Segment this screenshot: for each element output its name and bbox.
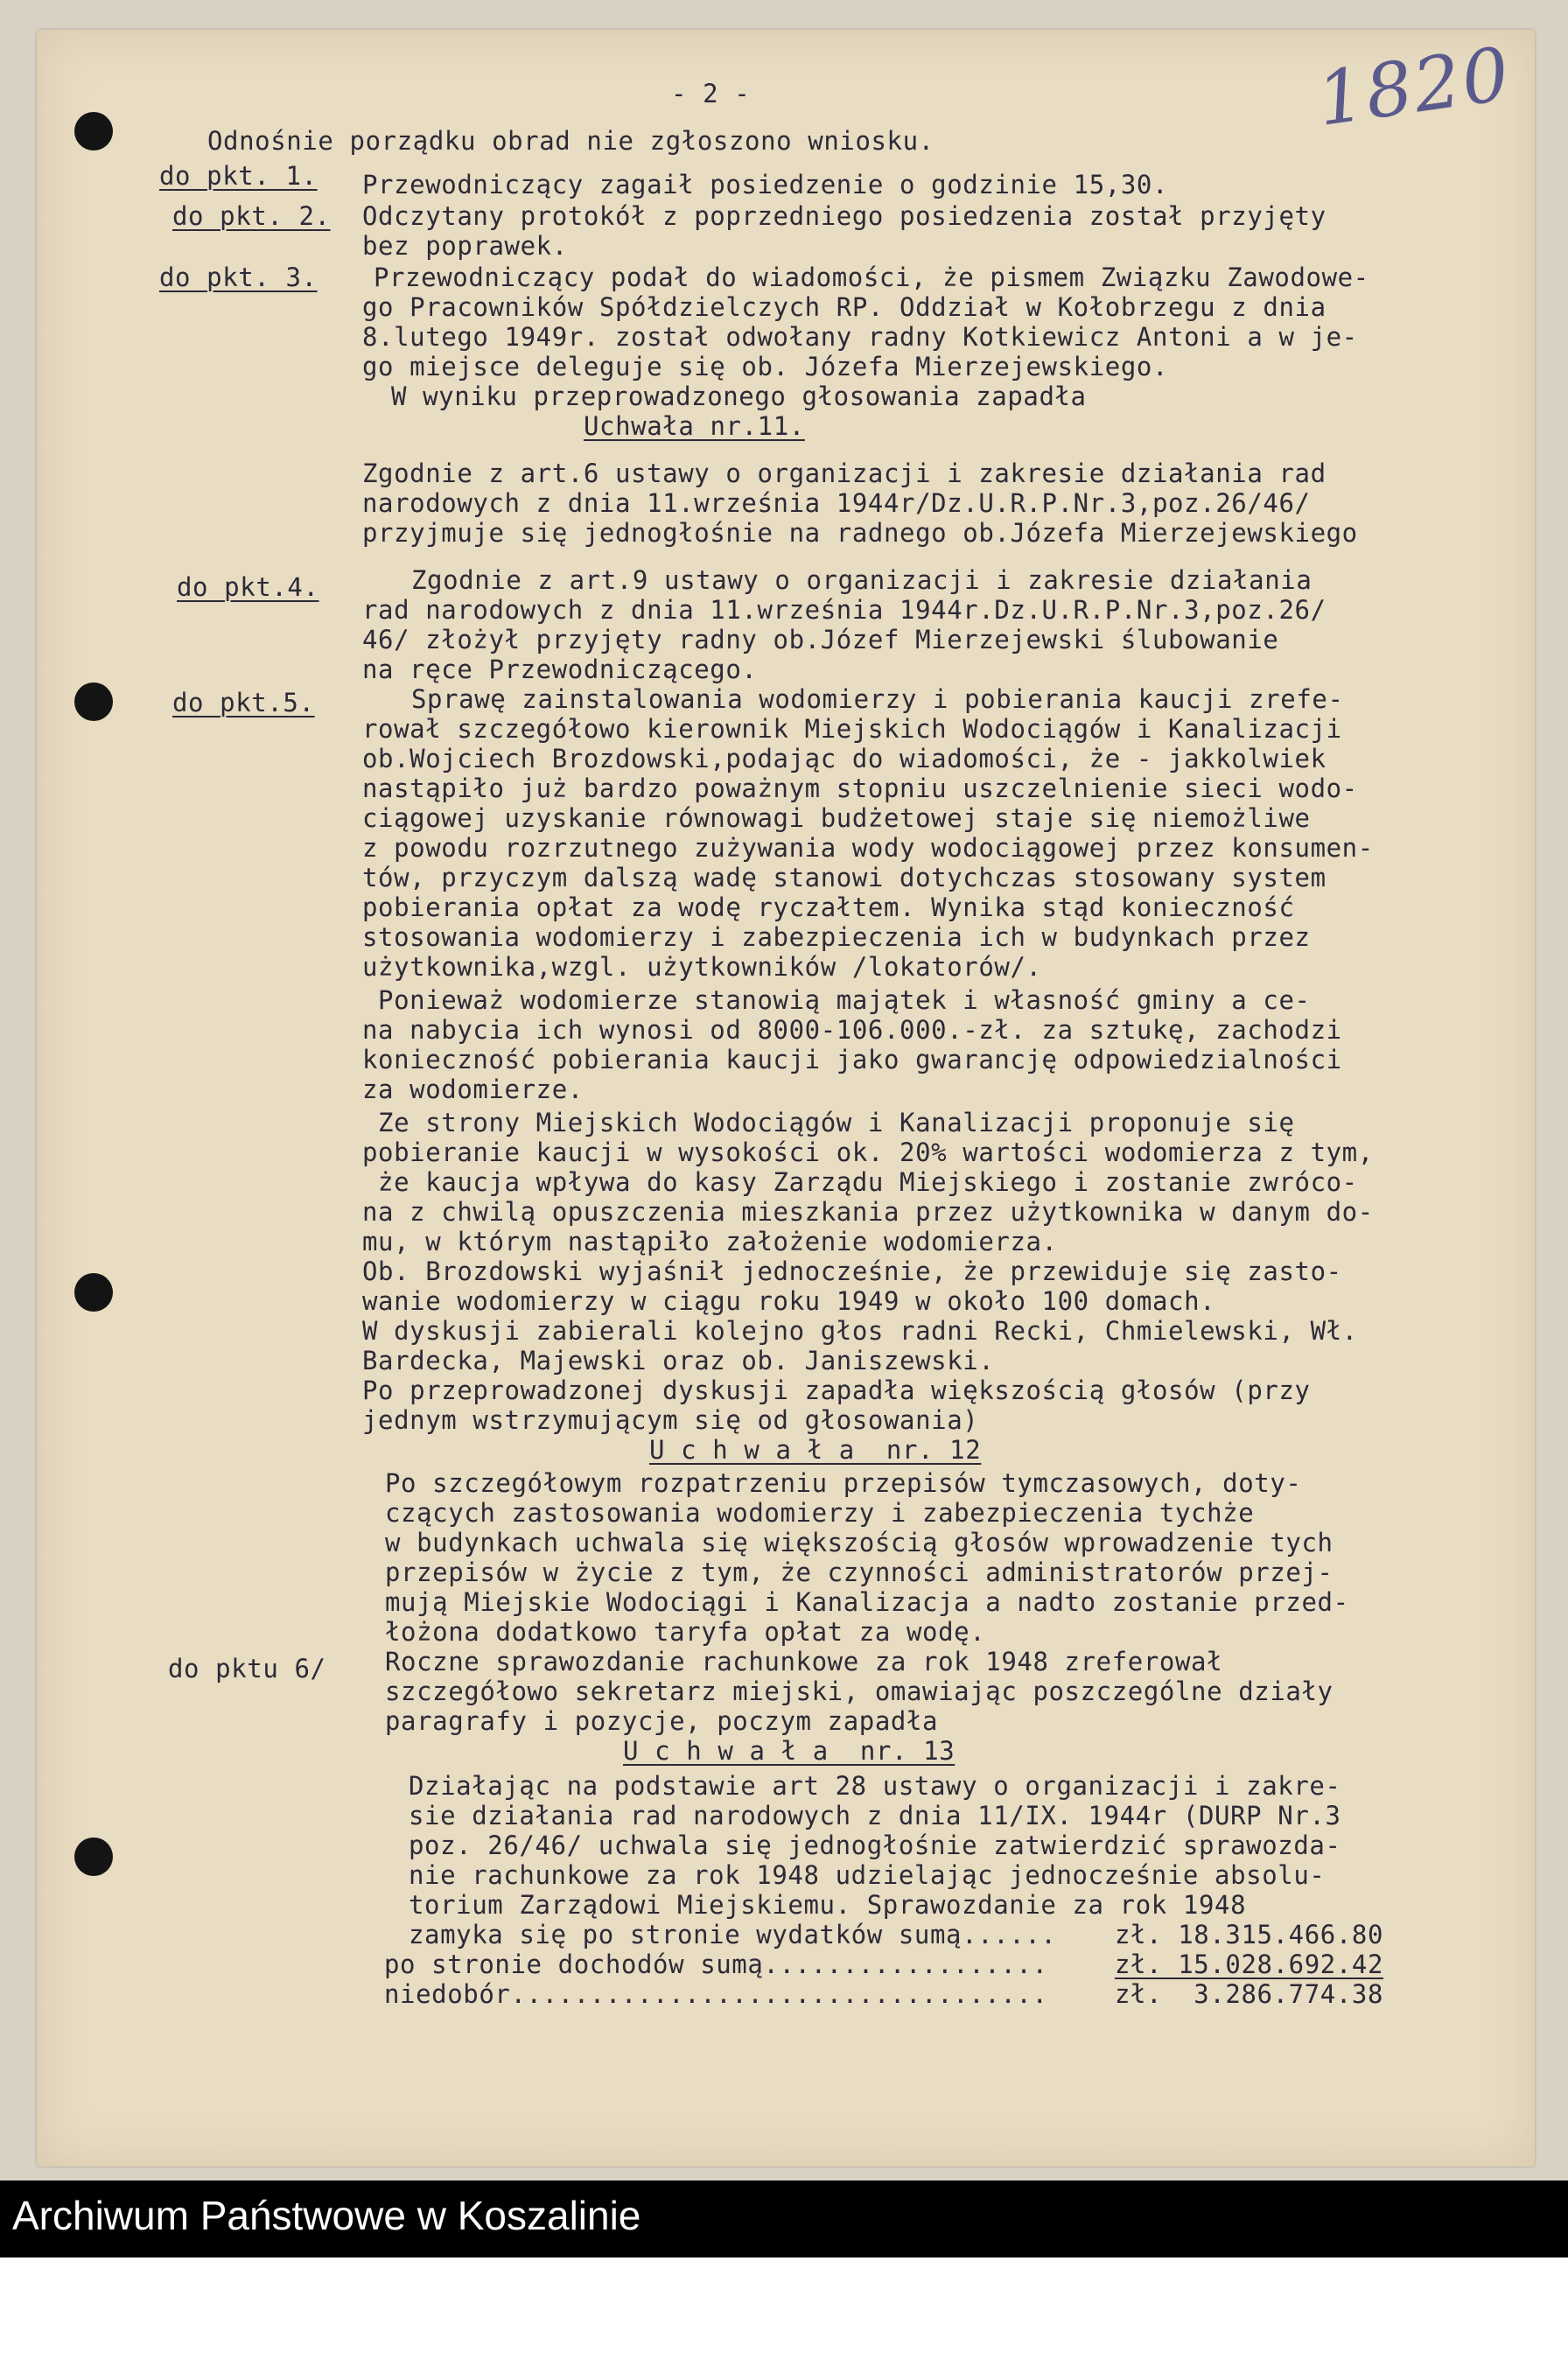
resolution-heading: U c h w a ł a nr. 13	[623, 1736, 956, 1766]
item-label: do pkt. 3.	[159, 262, 318, 292]
text-line: tów, przyczym dalszą wadę stanowi dotychczas stosowany system	[362, 863, 1326, 892]
text-line: Przewodniczący zagaił posiedzenie o godzinie 15,30.	[362, 170, 1169, 200]
text-line: Roczne sprawozdanie rachunkowe za rok 1948 zreferował	[385, 1647, 1223, 1676]
text-line: że kaucja wpływa do kasy Zarządu Miejskiego i zostanie zwróco-	[362, 1167, 1358, 1197]
text-line: ciągowej uzyskanie równowagi budżetowej staje się niemożliwe	[362, 803, 1311, 833]
text-line: na nabycia ich wynosi od 8000-106.000.-zł. za sztukę, zachodzi	[362, 1015, 1342, 1045]
text-line: Zgodnie z art.6 ustawy o organizacji i zakresie działania rad	[362, 458, 1326, 488]
text-line: na ręce Przewodniczącego.	[362, 654, 758, 684]
text-line: za wodomierze.	[362, 1074, 584, 1104]
text-line: Odczytany protokół z poprzedniego posiedzenia został przyjęty	[362, 201, 1326, 231]
text-line: go Pracowników Spółdzielczych RP. Oddział w Kołobrzegu z dnia	[362, 292, 1326, 322]
text-line: konieczność pobierania kaucji jako gwarancję odpowiedzialności	[362, 1045, 1342, 1074]
text-line: bez poprawek.	[362, 231, 568, 261]
text-line: nie rachunkowe za rok 1948 udzielając jednocześnie absolu-	[409, 1860, 1326, 1890]
text-line: 8.lutego 1949r. został odwołany radny Kotkiewicz Antoni a w je-	[362, 322, 1358, 352]
resolution-heading: Uchwała nr.11.	[584, 411, 805, 441]
text-line: jednym wstrzymującym się od głosowania)	[362, 1405, 979, 1435]
text-line: z powodu rozrzutnego zużywania wody wodociągowej przez konsumen-	[362, 833, 1374, 863]
text-line: rad narodowych z dnia 11.września 1944r.Dz.U.R.P.Nr.3,poz.26/	[362, 595, 1326, 625]
text-line: Ze strony Miejskich Wodociągów i Kanalizacji proponuje się	[362, 1108, 1295, 1138]
text-line: na z chwilą opuszczenia mieszkania przez użytkownika w danym do-	[362, 1197, 1374, 1227]
text-line: przepisów w życie z tym, że czynności administratorów przej-	[385, 1558, 1334, 1587]
text-line: mu, w którym nastąpiło założenie wodomierza.	[362, 1227, 1058, 1256]
text-line: torium Zarządowi Miejskiemu. Sprawozdanie za rok 1948	[409, 1890, 1247, 1920]
text-line: Ponieważ wodomierze stanowią majątek i własność gminy a ce-	[362, 985, 1311, 1015]
text-line: stosowania wodomierzy i zabezpieczenia ich w budynkach przez	[362, 922, 1311, 952]
text-line: 46/ złożył przyjęty radny ob.Józef Mierzejewski ślubowanie	[362, 625, 1279, 654]
text-line: wanie wodomierzy w ciągu roku 1949 w około 100 domach.	[362, 1286, 1216, 1316]
text-line: ob.Wojciech Brozdowski,podając do wiadomości, że - jakkolwiek	[362, 744, 1326, 774]
text-line: mują Miejskie Wodociągi i Kanalizacja a nadto zostanie przed-	[385, 1587, 1349, 1617]
text-line: narodowych z dnia 11.września 1944r/Dz.U.R.P.Nr.3,poz.26/46/	[362, 488, 1311, 518]
typed-text	[37, 30, 1535, 2166]
text-line: szczegółowo sekretarz miejski, omawiając poszczególne działy	[385, 1676, 1334, 1706]
item-label: do pktu 6/	[168, 1654, 326, 1684]
total-amount: zł. 15.028.692.42	[1115, 1950, 1384, 1979]
item-label: do pkt.4.	[177, 572, 319, 602]
total-label: niedobór..................................	[384, 1979, 1048, 2009]
total-amount: zł. 3.286.774.38	[1115, 1979, 1384, 2009]
text-line: pobieranie kaucji w wysokości ok. 20% wartości wodomierza z tym,	[362, 1138, 1374, 1167]
text-line: Działając na podstawie art 28 ustawy o organizacji i zakre-	[409, 1771, 1341, 1801]
opening-line: Odnośnie porządku obrad nie zgłoszono wniosku.	[207, 126, 934, 156]
text-line: Przewodniczący podał do wiadomości, że pismem Związku Zawodowe-	[374, 262, 1369, 292]
text-line: go miejsce deleguje się ob. Józefa Mierzejewskiego.	[362, 352, 1169, 382]
text-line: Bardecka, Majewski oraz ob. Janiszewski.	[362, 1346, 995, 1376]
text-line: Po przeprowadzonej dyskusji zapadła większością głosów (przy	[362, 1376, 1311, 1405]
handwritten-page-number: 1820	[1312, 31, 1516, 143]
text-line: sie działania rad narodowych z dnia 11/IX. 1944r (DURP Nr.3	[409, 1801, 1341, 1830]
total-label: po stronie dochodów sumą..................	[384, 1950, 1048, 1979]
text-line: W wyniku przeprowadzonego głosowania zapadła	[391, 382, 1087, 411]
text-line: rował szczegółowo kierownik Miejskich Wodociągów i Kanalizacji	[362, 714, 1342, 744]
text-line: w budynkach uchwala się większością głosów wprowadzenie tych	[385, 1528, 1334, 1558]
text-line: W dyskusji zabierali kolejno głos radni Recki, Chmielewski, Wł.	[362, 1316, 1358, 1346]
text-line: pobierania opłat za wodę ryczałtem. Wynika stąd konieczność	[362, 892, 1295, 922]
text-line: przyjmuje się jednogłośnie na radnego ob.Józefa Mierzejewskiego	[362, 518, 1358, 548]
archive-caption: Archiwum Państwowe w Koszalinie	[12, 2193, 641, 2238]
text-line: poz. 26/46/ uchwala się jednogłośnie zatwierdzić sprawozda-	[409, 1830, 1341, 1860]
total-amount: zł. 18.315.466.80	[1115, 1920, 1384, 1950]
resolution-heading: U c h w a ł a nr. 12	[649, 1435, 982, 1465]
text-line: nastąpiło już bardzo poważnym stopniu uszczelnienie sieci wodo-	[362, 774, 1358, 803]
text-line: paragrafy i pozycje, poczym zapadła	[385, 1706, 939, 1736]
text-line: łożona dodatkowo taryfa opłat za wodę.	[385, 1617, 986, 1647]
page-number: - 2 -	[671, 79, 751, 108]
item-label: do pkt. 1.	[159, 161, 318, 191]
text-line: Sprawę zainstalowania wodomierzy i pobierania kaucji zrefe-	[411, 684, 1344, 714]
text-line: czących zastosowania wodomierzy i zabezpieczenia tychże	[385, 1498, 1255, 1528]
text-line: Ob. Brozdowski wyjaśnił jednocześnie, że przewiduje się zasto-	[362, 1256, 1342, 1286]
text-line: Po szczegółowym rozpatrzeniu przepisów tymczasowych, doty-	[385, 1468, 1302, 1498]
item-label: do pkt.5.	[172, 688, 315, 718]
item-label: do pkt. 2.	[172, 201, 331, 231]
total-label: zamyka się po stronie wydatków sumą......	[409, 1920, 1057, 1950]
text-line: użytkownika,wzgl. użytkowników /lokatorów/.	[362, 952, 1042, 982]
text-line: Zgodnie z art.9 ustawy o organizacji i zakresie działania	[411, 565, 1312, 595]
